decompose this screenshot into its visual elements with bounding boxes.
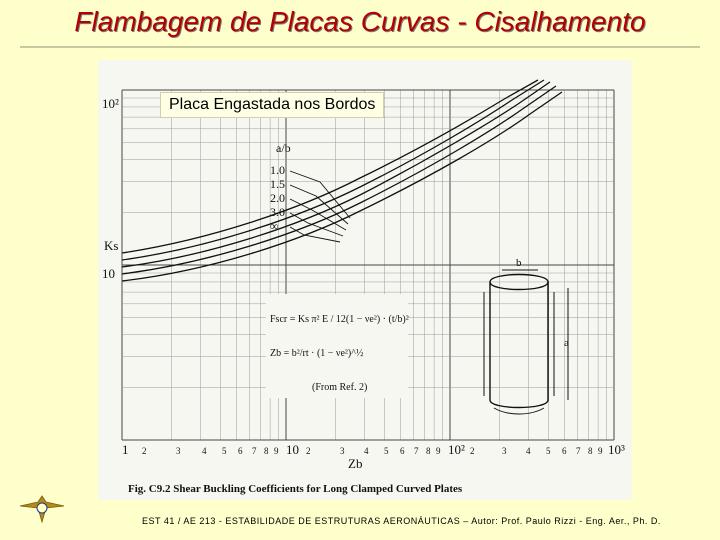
ratio-label: 1.0 xyxy=(270,163,285,177)
x-minor-tick: 5 xyxy=(384,446,389,456)
x-minor-tick: 8 xyxy=(426,446,431,456)
x-minor-tick: 7 xyxy=(414,446,419,456)
x-minor-tick: 8 xyxy=(588,446,593,456)
x-minor-tick: 6 xyxy=(562,446,567,456)
plate-width-label: b xyxy=(516,257,522,269)
curved-plate-diagram xyxy=(484,270,568,414)
x-minor-tick: 3 xyxy=(340,446,345,456)
x-minor-tick: 2 xyxy=(470,446,475,456)
figure-caption-box: Placa Engastada nos Bordos xyxy=(160,92,384,118)
ratio-header: a/b xyxy=(276,141,291,155)
x-minor-tick: 4 xyxy=(202,446,207,456)
x-minor-tick: 3 xyxy=(176,446,181,456)
ratio-label: 1.5 xyxy=(270,177,285,191)
ratio-label: ∞ xyxy=(270,219,279,233)
scanned-figure xyxy=(98,60,632,500)
x-minor-tick: 5 xyxy=(222,446,227,456)
y-tick-major: 10² xyxy=(102,96,119,111)
ratio-label: 2.0 xyxy=(270,191,285,205)
x-axis-label: Zb xyxy=(348,456,363,471)
x-minor-tick: 8 xyxy=(264,446,269,456)
x-minor-tick: 6 xyxy=(400,446,405,456)
x-minor-tick: 2 xyxy=(306,446,311,456)
ratio-label: 3.0 xyxy=(270,205,285,219)
slide-footer: EST 41 / AE 213 - ESTABILIDADE DE ESTRUTURAS AERONÁUTICAS – Autor: Prof. Paulo Rizzi - Eng. Aer., Ph. D. xyxy=(142,516,661,526)
x-minor-tick: 3 xyxy=(502,446,507,456)
x-minor-tick: 5 xyxy=(546,446,551,456)
x-minor-tick: 9 xyxy=(598,446,603,456)
x-minor-tick: 6 xyxy=(238,446,243,456)
y-axis-label: Ks xyxy=(104,238,119,253)
title-divider xyxy=(20,46,700,48)
x-minor-tick: 7 xyxy=(576,446,581,456)
formula-zb: Zb = b²/rt · (1 − νe²)^½ xyxy=(270,348,364,359)
y-tick-major: 10 xyxy=(102,266,115,281)
slide-title: Flambagem de Placas Curvas - Cisalhamento xyxy=(74,6,646,37)
buckling-chart xyxy=(98,60,632,500)
axis-labels xyxy=(102,96,625,471)
ratio-label-group xyxy=(270,141,291,233)
institution-logo-icon xyxy=(18,494,66,524)
diagram-labels xyxy=(516,257,569,349)
x-tick-major: 1 xyxy=(122,442,129,457)
x-minor-tick: 2 xyxy=(142,446,147,456)
x-minor-tick: 9 xyxy=(274,446,279,456)
minor-tick-labels xyxy=(142,446,603,456)
plate-length-label: a xyxy=(564,337,569,349)
x-minor-tick: 4 xyxy=(526,446,531,456)
x-tick-major: 10 xyxy=(286,442,299,457)
figure-caption: Fig. C9.2 Shear Buckling Coefficients for Long Clamped Curved Plates xyxy=(128,483,463,495)
x-tick-major: 10² xyxy=(448,442,465,457)
x-minor-tick: 9 xyxy=(436,446,441,456)
x-minor-tick: 4 xyxy=(364,446,369,456)
formula-fscr: Fscr = Ks π² E / 12(1 − νe²) · (t/b)² xyxy=(270,314,409,325)
reference-note: (From Ref. 2) xyxy=(312,382,368,393)
x-tick-major: 10³ xyxy=(608,442,625,457)
x-minor-tick: 7 xyxy=(252,446,257,456)
